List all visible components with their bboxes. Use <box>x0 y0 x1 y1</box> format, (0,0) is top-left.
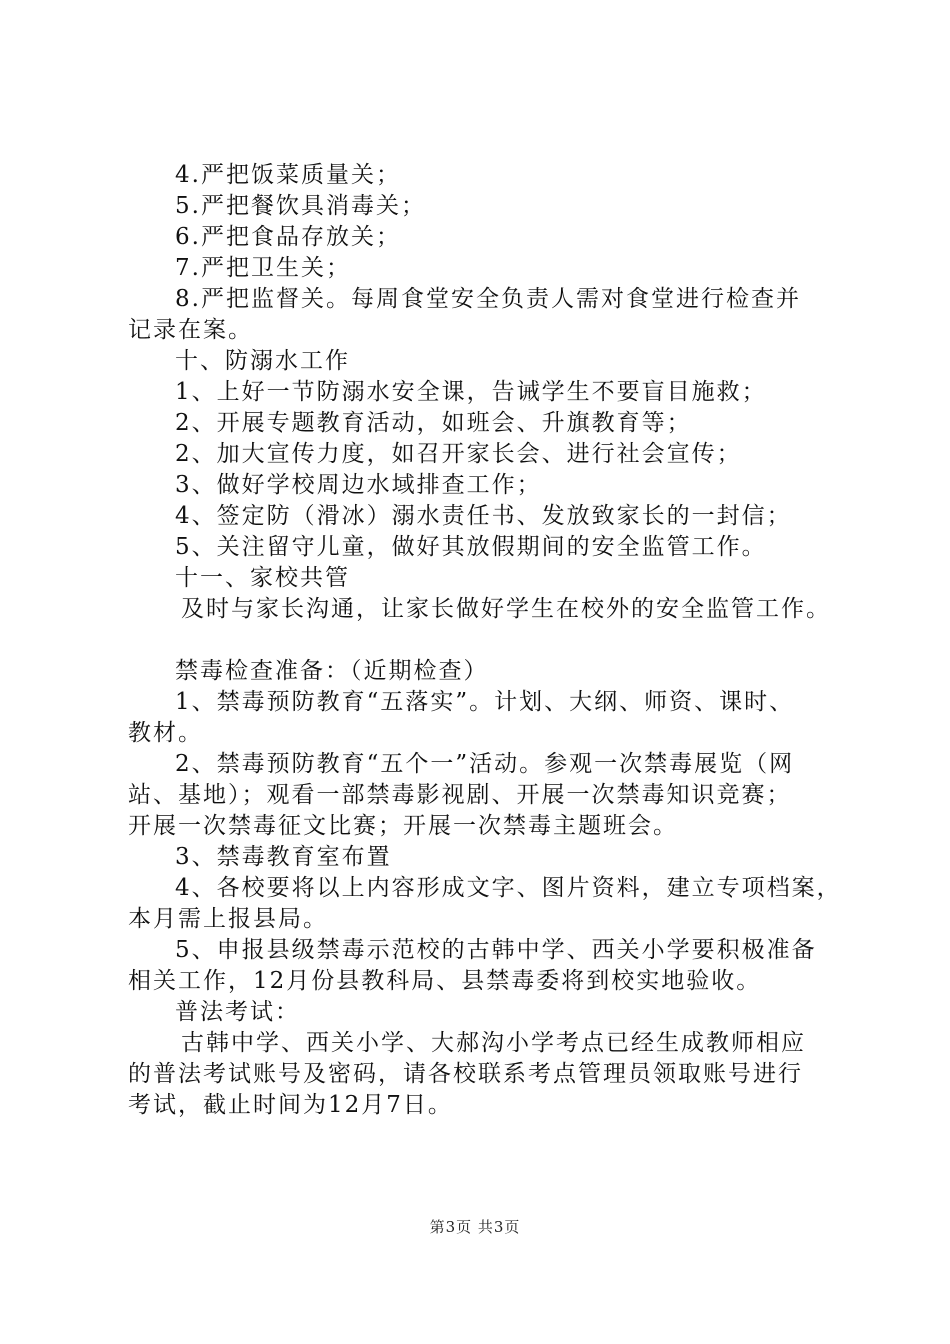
text-line: 1、禁毒预防教育“五落实”。计划、大纲、师资、课时、 <box>175 689 795 715</box>
page-footer: 第3页 共3页 <box>429 1218 521 1236</box>
section-heading: 十、防溺水工作 <box>175 348 350 374</box>
text-line: 记录在案。 <box>128 317 253 343</box>
text-line: 2、开展专题教育活动，如班会、升旗教育等； <box>175 410 692 436</box>
text-line: 5、申报县级禁毒示范校的古韩中学、西关小学要积极准备 <box>175 937 817 963</box>
text-line: 本月需上报县局。 <box>128 906 328 932</box>
document-body <box>128 160 842 1121</box>
text-line: 2、加大宣传力度，如召开家长会、进行社会宣传； <box>175 441 742 467</box>
text-line: 4、签定防（滑冰）溺水责任书、发放致家长的一封信； <box>175 503 792 529</box>
text-line: 4、各校要将以上内容形成文字、图片资料，建立专项档案， <box>175 875 842 901</box>
text-line: 4.严把饭菜质量关； <box>175 162 401 188</box>
text-line: 的普法考试账号及密码，请各校联系考点管理员领取账号进行 <box>128 1061 803 1087</box>
text-line: 3、做好学校周边水域排查工作； <box>175 472 542 498</box>
section-heading: 禁毒检查准备：（近期检查） <box>175 658 489 684</box>
text-line: 6.严把食品存放关； <box>175 224 401 250</box>
text-line: 3、禁毒教育室布置 <box>175 844 392 870</box>
text-line: 开展一次禁毒征文比赛；开展一次禁毒主题班会。 <box>128 813 678 839</box>
text-line: 7.严把卫生关； <box>175 255 351 281</box>
text-line: 2、禁毒预防教育“五个一”活动。参观一次禁毒展览（网 <box>175 751 795 777</box>
section-heading: 十一、家校共管 <box>175 565 350 591</box>
text-line: 古韩中学、西关小学、大郝沟小学考点已经生成教师相应 <box>181 1030 806 1056</box>
text-line: 5、关注留守儿童，做好其放假期间的安全监管工作。 <box>175 534 767 560</box>
text-line: 相关工作，12月份县教科局、县禁毒委将到校实地验收。 <box>128 968 762 994</box>
text-line: 8.严把监督关。每周食堂安全负责人需对食堂进行检查并 <box>175 286 801 312</box>
text-line: 教材。 <box>128 720 203 746</box>
text-line: 考试，截止时间为12月7日。 <box>128 1092 453 1118</box>
text-line: 及时与家长沟通，让家长做好学生在校外的安全监管工作。 <box>181 596 831 622</box>
text-line: 5.严把餐饮具消毒关； <box>175 193 426 219</box>
text-line: 站、基地）；观看一部禁毒影视剧、开展一次禁毒知识竞赛； <box>128 782 792 808</box>
text-line: 1、上好一节防溺水安全课，告诫学生不要盲目施救； <box>175 379 767 405</box>
blank-line <box>128 625 838 656</box>
section-heading: 普法考试： <box>175 999 300 1025</box>
